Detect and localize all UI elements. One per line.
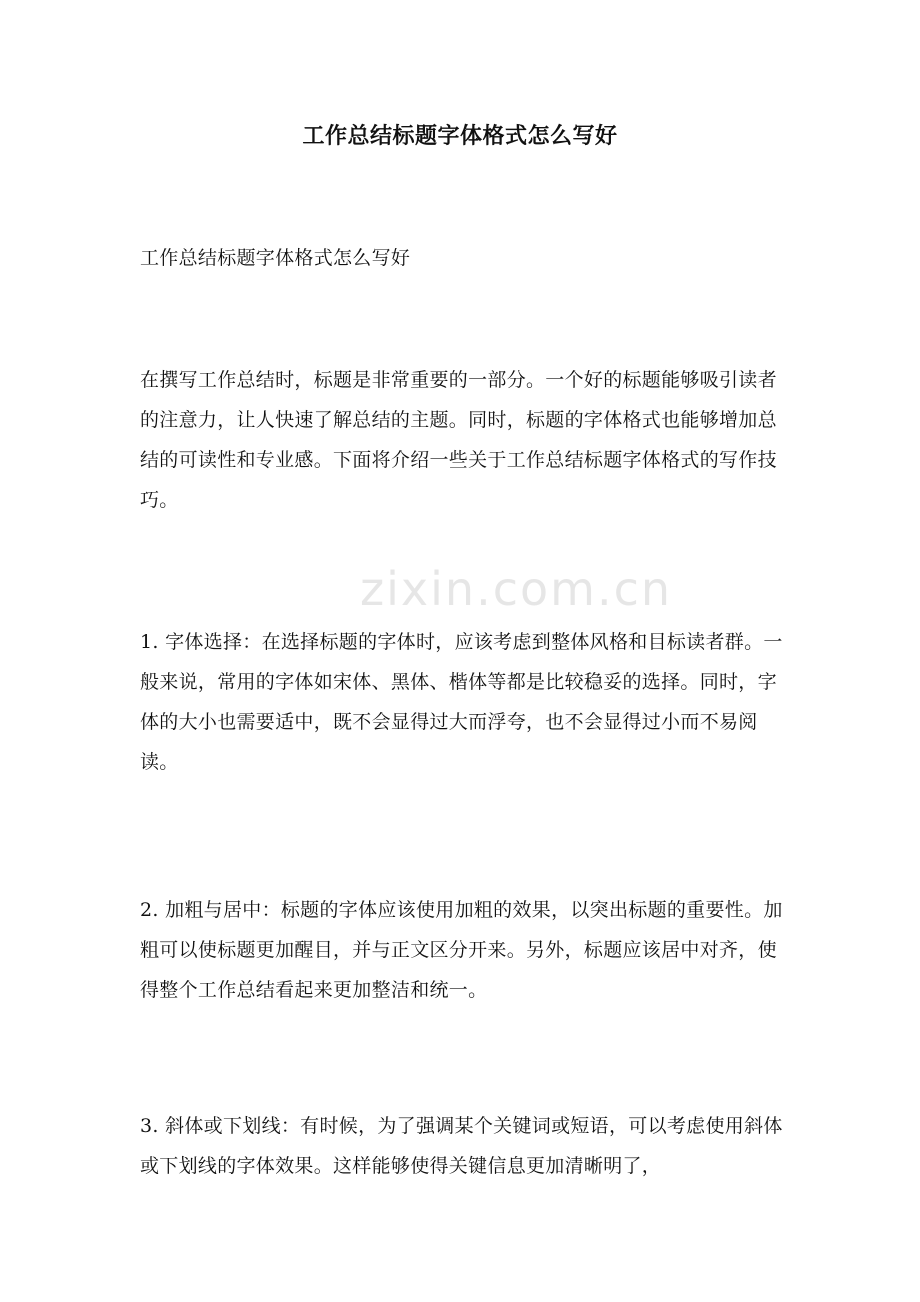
intro-paragraph: 在撰写工作总结时，标题是非常重要的一部分。一个好的标题能够吸引读者的注意力，让人快速了解总结的主题。同时，标题的字体格式也能够增加总结的可读性和专业感。下面将介绍一些关于工作总结标题字体格式的写作技巧。 <box>140 369 777 511</box>
tip-bold-center-paragraph: 2. 加粗与居中：标题的字体应该使用加粗的效果，以突出标题的重要性。加粗可以使标题更加醒目，并与正文区分开来。另外，标题应该居中对齐，使得整个工作总结看起来更加整洁和统一。 <box>140 899 783 1001</box>
watermark: zixin.com.cn <box>360 562 673 616</box>
document-subtitle: 工作总结标题字体格式怎么写好 <box>140 247 411 269</box>
tip-font-choice-paragraph: 1. 字体选择：在选择标题的字体时，应该考虑到整体风格和目标读者群。一般来说，常用的字体如宋体、黑体、楷体等都是比较稳妥的选择。同时，字体的大小也需要适中，既不会显得过大而浮夸，也不会显得过小而不易阅读。 <box>140 631 783 773</box>
document-title: 工作总结标题字体格式怎么写好 <box>302 123 618 149</box>
tip-italic-underline-paragraph: 3. 斜体或下划线：有时候，为了强调某个关键词或短语，可以考虑使用斜体或下划线的字体效果。这样能够使得关键信息更加清晰明了， <box>140 1115 783 1177</box>
